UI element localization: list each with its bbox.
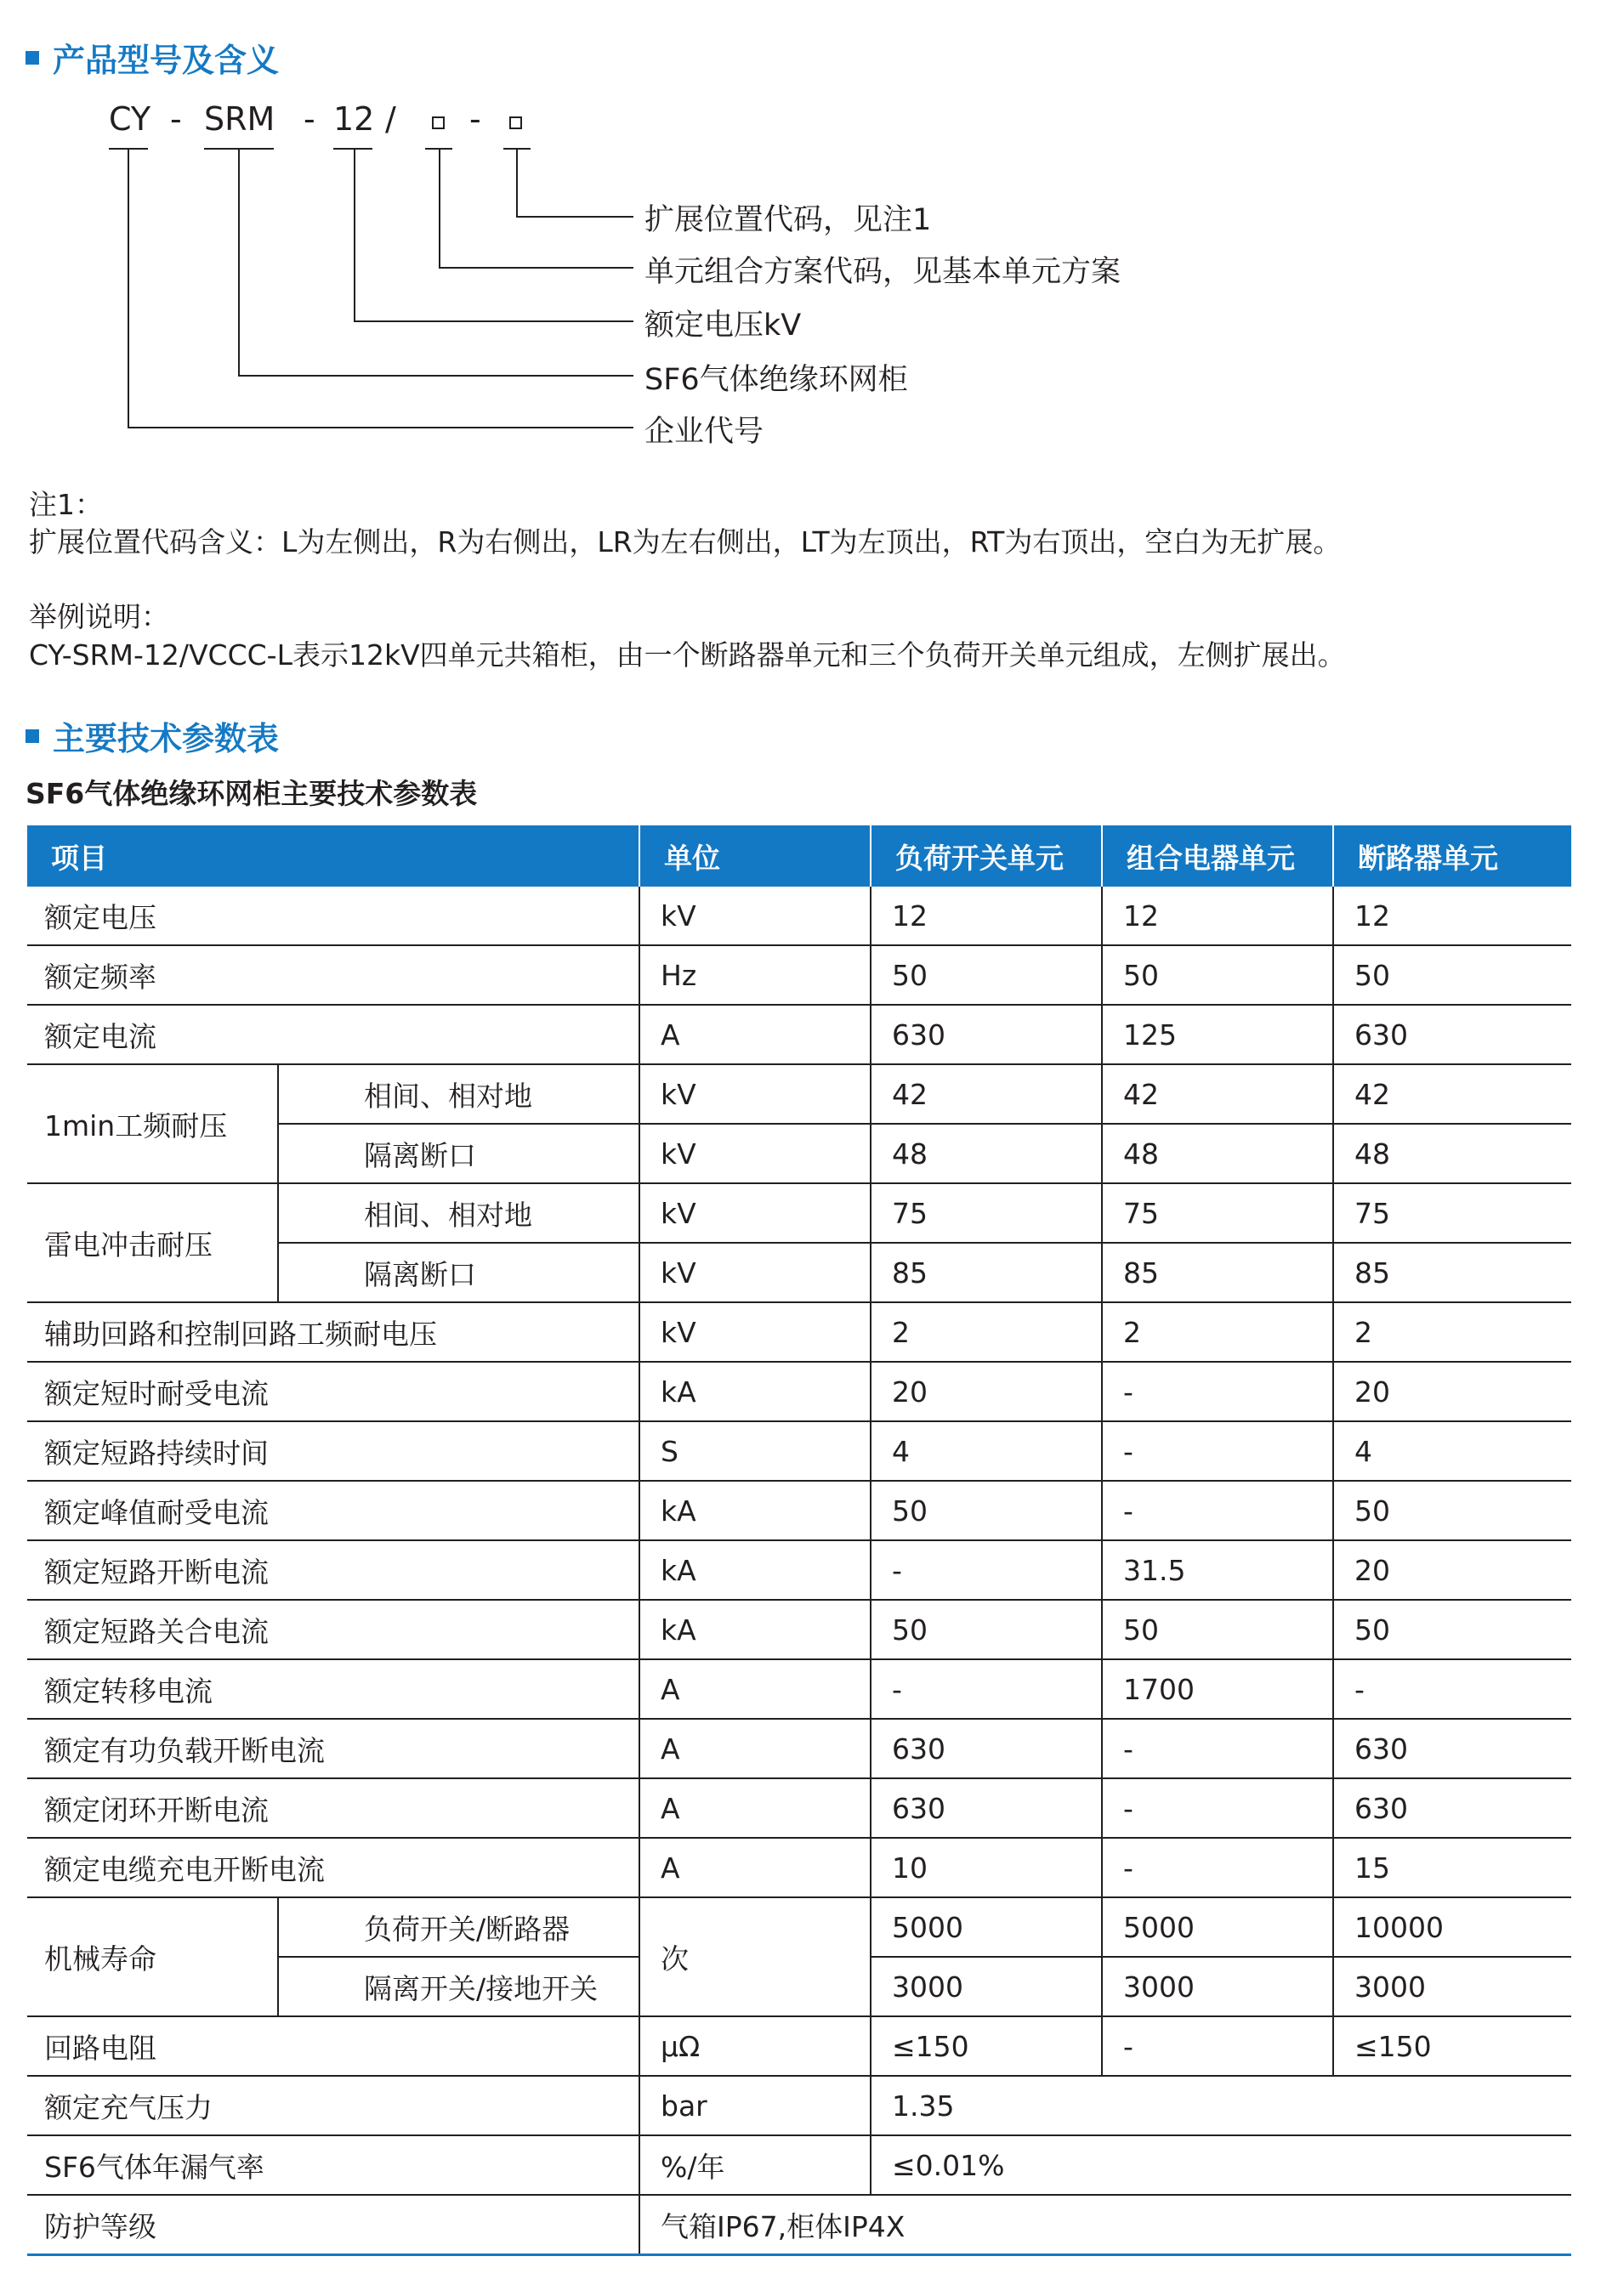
cell-unit: kV	[639, 1183, 871, 1243]
table-row	[27, 1362, 1571, 1421]
cell-subitem: 隔离断口	[278, 1243, 639, 1302]
cell-value: 50	[871, 1600, 1102, 1659]
code-slash: /	[385, 100, 396, 138]
table-header-row	[27, 825, 1571, 887]
cell-item: 防护等级	[27, 2195, 639, 2255]
cell-value: 20	[871, 1362, 1102, 1421]
cell-value: -	[1102, 1719, 1333, 1778]
cell-value: 气箱IP67,柜体IP4X	[639, 2195, 1571, 2255]
placeholder-box-icon	[509, 116, 522, 129]
cell-value: 50	[1102, 1600, 1333, 1659]
connector-line	[516, 149, 518, 217]
cell-subitem: 隔离开关/接地开关	[278, 1957, 639, 2016]
cell-unit: 次	[639, 1897, 871, 2016]
header-unit: 单位	[639, 825, 871, 887]
cell-value: 4	[871, 1421, 1102, 1481]
cell-item: 额定有功负载开断电流	[27, 1719, 639, 1778]
cell-value: 50	[1333, 1600, 1571, 1659]
cell-unit: kV	[639, 1124, 871, 1183]
cell-value: 75	[1333, 1183, 1571, 1243]
cell-value: 42	[1102, 1064, 1333, 1124]
cell-item: 额定短路开断电流	[27, 1540, 639, 1600]
cell-group: 雷电冲击耐压	[27, 1183, 278, 1302]
table-row	[27, 1183, 1571, 1243]
table-row	[27, 1719, 1571, 1778]
cell-subitem: 隔离断口	[278, 1124, 639, 1183]
table-caption: SF6气体绝缘环网柜主要技术参数表	[26, 777, 478, 810]
table-row	[27, 1005, 1571, 1064]
cell-value: -	[1102, 2016, 1333, 2076]
underline	[503, 148, 531, 150]
cell-value-highlight: 1.35	[871, 2076, 1571, 2135]
leader-line	[238, 375, 633, 377]
cell-value: 85	[1333, 1243, 1571, 1302]
cell-value: ≤150	[871, 2016, 1102, 2076]
legend-product: SF6气体绝缘环网柜	[644, 363, 908, 397]
cell-value: 48	[1333, 1124, 1571, 1183]
cell-item: 额定电缆充电开断电流	[27, 1838, 639, 1897]
table-row	[27, 1600, 1571, 1659]
cell-value: -	[1333, 1659, 1571, 1719]
cell-item: 额定转移电流	[27, 1659, 639, 1719]
cell-unit: μΩ	[639, 2016, 871, 2076]
section-heading-params	[26, 712, 279, 759]
cell-value: 3000	[871, 1957, 1102, 2016]
table-row	[27, 1540, 1571, 1600]
cell-value: 630	[1333, 1778, 1571, 1838]
table-row	[27, 2195, 1571, 2255]
cell-value: 85	[1102, 1243, 1333, 1302]
cell-group: 机械寿命	[27, 1897, 278, 2016]
table-row	[27, 1481, 1571, 1540]
table-row	[27, 2076, 1571, 2135]
cell-unit: A	[639, 1778, 871, 1838]
cell-value: 630	[1333, 1719, 1571, 1778]
code-dash: -	[304, 100, 315, 138]
cell-value: 3000	[1333, 1957, 1571, 2016]
code-part-srm: SRM	[204, 100, 275, 138]
cell-value: 50	[871, 945, 1102, 1005]
cell-unit: kA	[639, 1362, 871, 1421]
cell-unit: kA	[639, 1600, 871, 1659]
cell-value: 2	[1333, 1302, 1571, 1362]
legend-voltage: 额定电压kV	[644, 309, 802, 343]
cell-group: 1min工频耐压	[27, 1064, 278, 1183]
cell-unit: kA	[639, 1540, 871, 1600]
underline	[204, 148, 274, 150]
cell-item: 额定短时耐受电流	[27, 1362, 639, 1421]
cell-value: 15	[1333, 1838, 1571, 1897]
cell-item: SF6气体年漏气率	[27, 2135, 639, 2195]
cell-value: 50	[871, 1481, 1102, 1540]
cell-value: 5000	[1102, 1897, 1333, 1957]
cell-value: 12	[1102, 887, 1333, 945]
table-row	[27, 1838, 1571, 1897]
legend-company: 企业代号	[644, 415, 764, 449]
header-item: 项目	[27, 825, 639, 887]
legend-extension: 扩展位置代码，见注1	[644, 203, 932, 237]
cell-item: 额定电流	[27, 1005, 639, 1064]
cell-subitem: 负荷开关/断路器	[278, 1897, 639, 1957]
leader-line	[516, 216, 633, 218]
underline	[109, 148, 148, 150]
leader-line	[354, 320, 633, 322]
placeholder-box-icon	[432, 116, 445, 129]
cell-value: 10	[871, 1838, 1102, 1897]
cell-value: 12	[1333, 887, 1571, 945]
cell-value: 31.5	[1102, 1540, 1333, 1600]
code-dash: -	[469, 100, 481, 138]
cell-value: -	[1102, 1778, 1333, 1838]
cell-item: 额定电压	[27, 887, 639, 945]
table-row	[27, 2135, 1571, 2195]
cell-subitem: 相间、相对地	[278, 1183, 639, 1243]
cell-unit: A	[639, 1005, 871, 1064]
cell-value: 75	[871, 1183, 1102, 1243]
cell-value: ≤150	[1333, 2016, 1571, 2076]
cell-value: 75	[1102, 1183, 1333, 1243]
cell-value: 4	[1333, 1421, 1571, 1481]
legend-scheme: 单元组合方案代码，见基本单元方案	[644, 255, 1121, 289]
cell-value: 1700	[1102, 1659, 1333, 1719]
example-label: 举例说明：	[29, 600, 169, 633]
cell-value: 20	[1333, 1540, 1571, 1600]
section-title: 产品型号及含义	[53, 42, 280, 79]
code-part-voltage: 12	[333, 100, 375, 138]
cell-value: 85	[871, 1243, 1102, 1302]
cell-item: 额定短路关合电流	[27, 1600, 639, 1659]
parameters-table	[27, 825, 1571, 2256]
cell-value: ≤0.01%	[871, 2135, 1571, 2195]
cell-unit: kV	[639, 887, 871, 945]
connector-line	[238, 149, 240, 376]
table-row	[27, 1302, 1571, 1362]
cell-value: -	[871, 1540, 1102, 1600]
cell-item: 额定峰值耐受电流	[27, 1481, 639, 1540]
cell-unit: kV	[639, 1302, 871, 1362]
cell-value: 630	[871, 1719, 1102, 1778]
cell-value: 48	[871, 1124, 1102, 1183]
table-row	[27, 1064, 1571, 1124]
underline	[425, 148, 452, 150]
cell-item: 额定短路持续时间	[27, 1421, 639, 1481]
header-breaker: 断路器单元	[1333, 825, 1571, 887]
header-load-switch: 负荷开关单元	[871, 825, 1102, 887]
table-row	[27, 887, 1571, 945]
cell-value: 10000	[1333, 1897, 1571, 1957]
note-text: 扩展位置代码含义：L为左侧出，R为右侧出，LR为左右侧出，LT为左顶出，RT为右顶出，空白为无扩展。	[29, 525, 1342, 558]
cell-value: -	[871, 1659, 1102, 1719]
table-row	[27, 945, 1571, 1005]
cell-unit: %/年	[639, 2135, 871, 2195]
cell-item: 额定闭环开断电流	[27, 1778, 639, 1838]
cell-value: 630	[1333, 1005, 1571, 1064]
cell-value: -	[1102, 1838, 1333, 1897]
cell-value: 630	[871, 1778, 1102, 1838]
table-row	[27, 1897, 1571, 1957]
bullet-square-icon	[26, 51, 39, 65]
cell-unit: kV	[639, 1064, 871, 1124]
cell-value: 42	[1333, 1064, 1571, 1124]
cell-value: 125	[1102, 1005, 1333, 1064]
cell-value: 20	[1333, 1362, 1571, 1421]
cell-unit: A	[639, 1659, 871, 1719]
table-row	[27, 1421, 1571, 1481]
cell-unit: A	[639, 1838, 871, 1897]
code-dash: -	[170, 100, 182, 138]
code-part-cy: CY	[109, 100, 151, 138]
cell-item: 回路电阻	[27, 2016, 639, 2076]
connector-line	[354, 149, 355, 321]
cell-unit: kA	[639, 1481, 871, 1540]
cell-value: -	[1102, 1421, 1333, 1481]
leader-line	[128, 427, 633, 428]
leader-line	[439, 267, 633, 269]
note-label: 注1：	[29, 488, 103, 521]
bullet-square-icon	[26, 729, 39, 743]
cell-value: 48	[1102, 1124, 1333, 1183]
cell-value: 50	[1333, 945, 1571, 1005]
cell-value: 630	[871, 1005, 1102, 1064]
cell-value: 3000	[1102, 1957, 1333, 2016]
cell-value: 5000	[871, 1897, 1102, 1957]
connector-line	[439, 149, 440, 268]
cell-unit: bar	[639, 2076, 871, 2135]
cell-item: 额定频率	[27, 945, 639, 1005]
cell-item: 额定充气压力	[27, 2076, 639, 2135]
cell-subitem: 相间、相对地	[278, 1064, 639, 1124]
cell-unit: kV	[639, 1243, 871, 1302]
underline	[333, 148, 372, 150]
section-title: 主要技术参数表	[53, 720, 280, 757]
cell-value: 50	[1102, 945, 1333, 1005]
example-text: CY-SRM-12/VCCC-L表示12kV四单元共箱柜，由一个断路器单元和三个负荷开关单元组成，左侧扩展出。	[29, 638, 1346, 672]
cell-value: 42	[871, 1064, 1102, 1124]
section-heading-model	[26, 34, 279, 81]
cell-item: 辅助回路和控制回路工频耐电压	[27, 1302, 639, 1362]
cell-value: -	[1102, 1481, 1333, 1540]
cell-unit: A	[639, 1719, 871, 1778]
cell-value: 2	[1102, 1302, 1333, 1362]
table-row	[27, 2016, 1571, 2076]
cell-value: 2	[871, 1302, 1102, 1362]
table-row	[27, 1778, 1571, 1838]
cell-value: 12	[871, 887, 1102, 945]
cell-unit: S	[639, 1421, 871, 1481]
table-row	[27, 1659, 1571, 1719]
connector-line	[128, 149, 129, 428]
cell-value: 50	[1333, 1481, 1571, 1540]
cell-unit: Hz	[639, 945, 871, 1005]
header-combined: 组合电器单元	[1102, 825, 1333, 887]
cell-value: -	[1102, 1362, 1333, 1421]
